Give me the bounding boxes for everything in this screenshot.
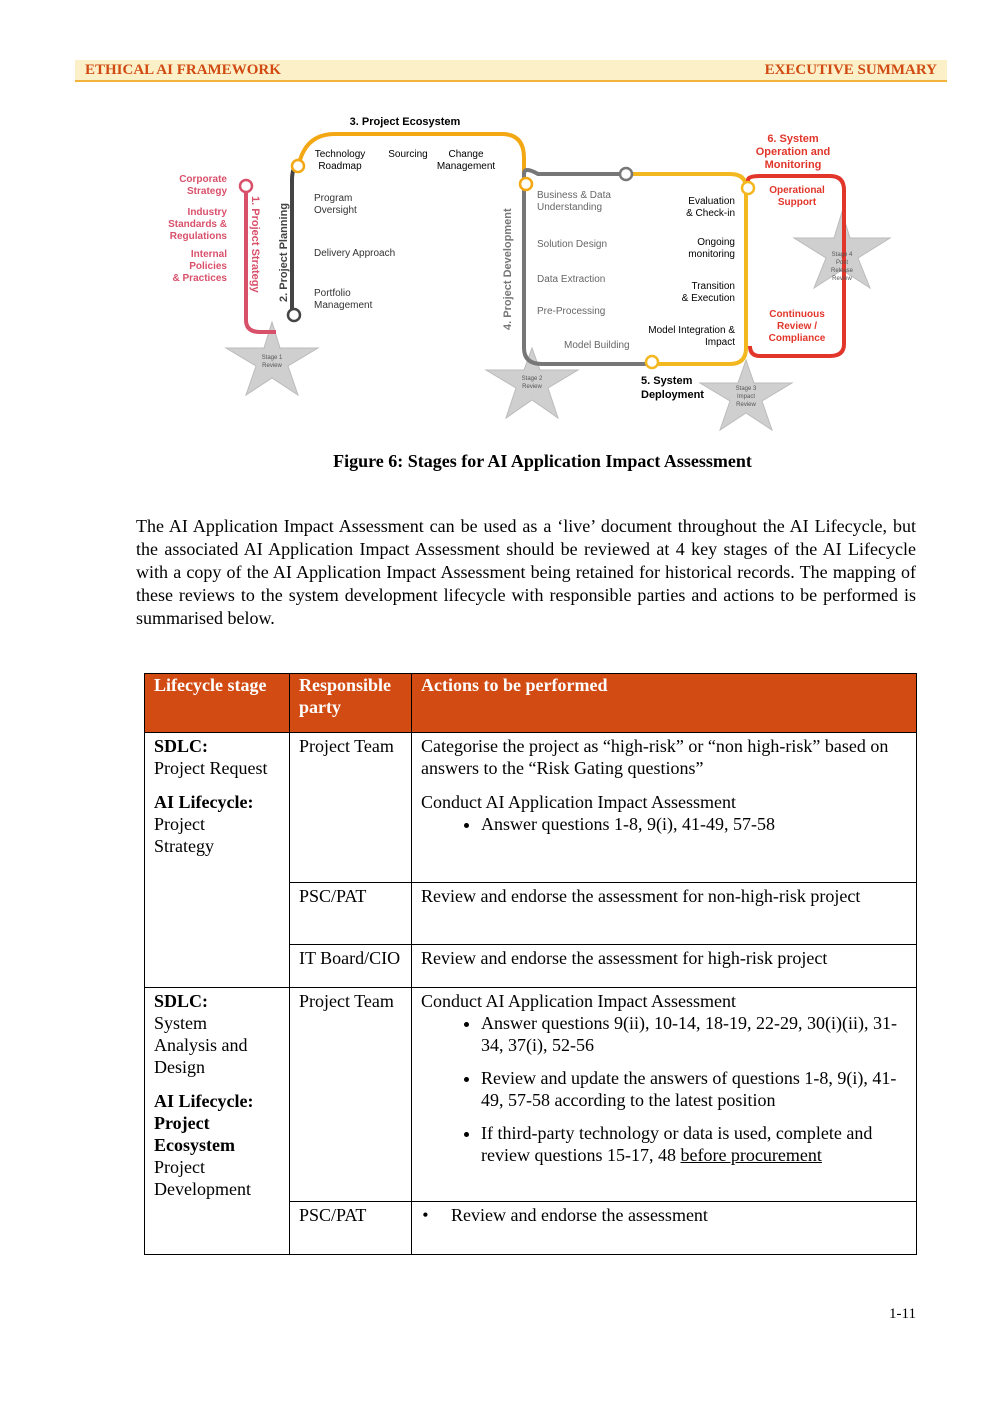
svg-text:Industry: Industry [187,207,227,218]
junction-circle [292,160,304,172]
list-item: • Answer questions 9(ii), 10-14, 18-19, 22-29, 30(i)(ii), 31-34, 37(i), 52-56 [481,1012,907,1056]
page-number: 1-11 [889,1306,916,1322]
svg-text:Program: Program [314,193,353,204]
lifecycle-stage-cell [145,733,290,988]
page-header [75,60,947,82]
svg-text:Review: Review [522,384,542,390]
svg-text:Model Integration &: Model Integration & [648,325,735,336]
review-mapping-table [144,673,917,1255]
svg-text:Portfolio: Portfolio [314,288,351,299]
svg-text:Review: Review [736,402,756,408]
svg-text:monitoring: monitoring [688,249,735,260]
party-cell: Project Team [290,988,412,1202]
svg-text:Oversight: Oversight [314,205,357,216]
stage-5-items [648,196,735,348]
svg-text:Review: Review [262,363,282,369]
svg-text:Stage 2: Stage 2 [521,376,543,382]
svg-text:Management: Management [314,300,373,311]
svg-text:Internal: Internal [190,249,227,260]
svg-text:Sourcing: Sourcing [388,149,428,160]
actions-cell [412,733,917,883]
ai-lifecycle-value: Project Strategy [154,814,214,856]
ai-lifecycle-label: AI Lifecycle: [154,1091,254,1111]
sdlc-value: Project Request [154,758,268,778]
svg-text:Evaluation: Evaluation [688,196,735,207]
underlined-text: before procurement [680,1145,822,1165]
sdlc-value: System Analysis and Design [154,1013,248,1077]
svg-text:Pre-Processing: Pre-Processing [537,306,606,317]
stage-5-label [641,375,704,401]
svg-text:Monitoring: Monitoring [764,159,822,171]
svg-text:Transition: Transition [691,281,735,292]
svg-text:Change: Change [448,149,484,160]
stage-2-items [314,193,395,311]
stage-4-5-link [524,170,626,184]
junction-circle [240,180,252,192]
body-paragraph: The AI Application Impact Assessment can be used as a ‘live’ document throughout the AI Lifecycle, but the associated AI Application Impact Assessment should be reviewed at 4 key stages of the AI Lifecycle with a copy of the AI Application Impact Assessment being retained for historical records. The mapping of these reviews to the system development lifecycle with responsible parties and actions to be performed is summarised below. [136,516,916,628]
svg-text:Impact: Impact [736,394,756,400]
ai-lifecycle-bold-value: Project Ecosystem [154,1113,235,1155]
svg-text:Delivery Approach: Delivery Approach [314,248,396,259]
ai-lifecycle-value: Project Development [154,1157,251,1199]
svg-text:Regulations: Regulations [169,231,227,242]
svg-text:Compliance: Compliance [768,333,826,344]
header-responsible-party: Responsible party [290,674,412,733]
stage-6-items [769,185,826,344]
svg-text:Roadmap: Roadmap [318,161,362,172]
svg-text:Model Building: Model Building [564,340,630,351]
header-left: ETHICAL AI FRAMEWORK [85,62,281,78]
strategy-inputs [168,174,227,284]
svg-text:Stage 1: Stage 1 [261,355,283,361]
table-header-row [145,674,917,733]
figure-caption: Figure 6: Stages for AI Application Impact Assessment [333,451,752,471]
party-cell: PSC/PAT [290,883,412,945]
ai-lifecycle-label: AI Lifecycle: [154,792,254,812]
actions-cell [412,1202,917,1255]
stage-2-review-star [486,348,578,418]
stage-2-track [292,160,300,313]
svg-text:Stage 3: Stage 3 [735,386,757,392]
junction-circle [742,182,754,194]
action-text: Categorise the project as “high-risk” or “non high-risk” based on answers to the “Risk Gating questions” [421,736,889,778]
junction-circle [646,356,658,368]
action-bullets [421,813,907,835]
action-bullets [421,1012,907,1166]
table-row [145,733,917,883]
svg-text:Data Extraction: Data Extraction [537,274,606,285]
svg-text:Technology: Technology [314,149,366,160]
party-cell: IT Board/CIO [290,945,412,988]
header-right: EXECUTIVE SUMMARY [764,62,937,78]
action-text: Conduct AI Application Impact Assessment [421,991,736,1011]
stage-2-label: 2. Project Planning [278,202,290,302]
svg-text:Post: Post [835,260,849,266]
list-item [481,1122,907,1166]
svg-text:Management: Management [436,161,496,172]
svg-text:Impact: Impact [704,337,735,348]
svg-text:Review /: Review / [776,321,818,332]
bullet-text: If third-party technology or data is used, complete and review questions 15-17, 48 [481,1123,873,1165]
junction-circle [288,309,300,321]
lifecycle-diagram [160,108,900,438]
action-bullets [421,1204,907,1226]
svg-text:Support: Support [777,197,817,208]
action-text: Conduct AI Application Impact Assessment [421,792,736,812]
stage-3-label: 3. Project Ecosystem [349,116,461,128]
svg-text:Standards &: Standards & [168,219,227,230]
svg-text:Solution Design: Solution Design [537,239,608,250]
table-row [145,988,917,1202]
svg-text:Release: Release [830,268,854,274]
actions-cell: Review and endorse the assessment for high-risk project [412,945,917,988]
svg-text:Ongoing: Ongoing [697,237,735,248]
list-item: • Review and update the answers of questions 1-8, 9(i), 41-49, 57-58 according to the latest position [481,1067,907,1111]
svg-text:& Execution: & Execution [681,293,735,304]
svg-text:Deployment: Deployment [641,389,704,401]
svg-text:6. System: 6. System [767,133,819,145]
svg-text:Corporate: Corporate [179,174,227,185]
svg-text:Review: Review [832,276,852,282]
svg-text:Continuous: Continuous [769,309,825,320]
sdlc-label: SDLC: [154,736,209,756]
party-cell: PSC/PAT [290,1202,412,1255]
party-cell: Project Team [290,733,412,883]
svg-text:Business & Data: Business & Data [537,190,611,201]
svg-text:Operational: Operational [769,185,825,196]
stage-1-label: 1. Project Strategy [249,196,261,293]
header-lifecycle-stage: Lifecycle stage [145,674,290,733]
svg-text:Understanding: Understanding [537,202,603,213]
svg-text:Stage 4: Stage 4 [831,252,853,258]
lifecycle-stage-cell [145,988,290,1255]
junction-circle [620,168,632,180]
stage-4-items [537,190,630,351]
actions-cell: Review and endorse the assessment for non-high-risk project [412,883,917,945]
list-item: • Review and endorse the assessment [451,1204,907,1226]
header-actions: Actions to be performed [412,674,917,733]
actions-cell [412,988,917,1202]
svg-text:Operation and: Operation and [755,146,831,158]
svg-text:Policies: Policies [189,261,227,272]
list-item: • Answer questions 1-8, 9(i), 41-49, 57-58 [481,813,907,835]
stage-6-label [756,133,831,171]
stage-3-items [315,149,496,172]
svg-text:Strategy: Strategy [186,186,227,197]
svg-text:5. System: 5. System [641,375,693,387]
svg-text:& Practices: & Practices [172,273,227,284]
sdlc-label: SDLC: [154,991,209,1011]
svg-text:& Check-in: & Check-in [686,208,735,219]
junction-circle [520,178,532,190]
stage-4-label: 4. Project Development [502,208,514,330]
